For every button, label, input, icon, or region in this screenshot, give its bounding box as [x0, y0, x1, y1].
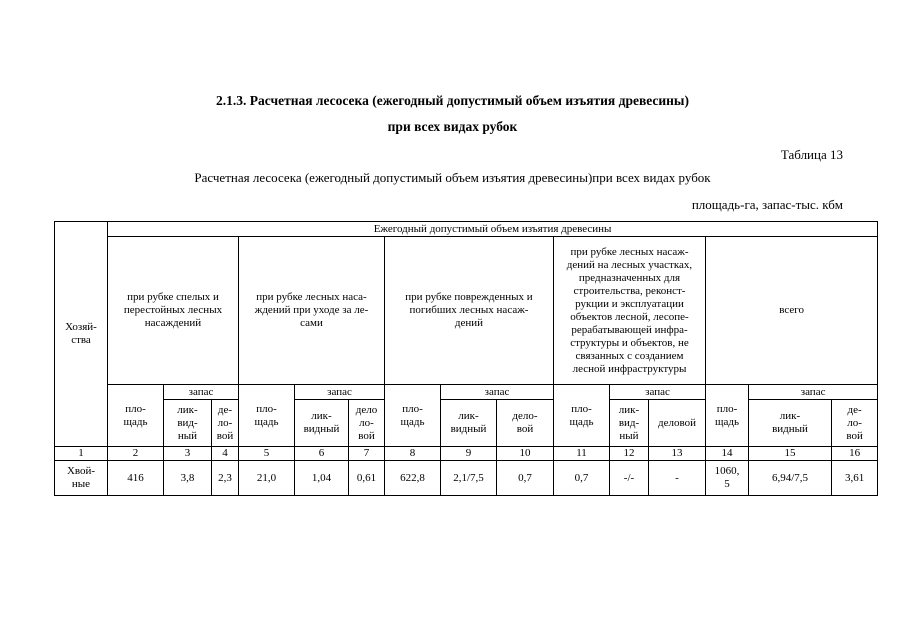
column-number: 8 — [385, 447, 441, 461]
column-number: 2 — [108, 447, 164, 461]
column-number: 5 — [239, 447, 295, 461]
column-number: 10 — [497, 447, 554, 461]
sub-header: пло- щадь — [385, 385, 441, 447]
zapas-header: запас — [610, 385, 706, 400]
category-header: при рубке лесных наса- ждений при уходе за ле- сами — [239, 237, 385, 385]
table-cell: 6,94/7,5 — [749, 461, 832, 496]
column-number: 14 — [706, 447, 749, 461]
logging-table — [54, 221, 878, 496]
column-number: 12 — [610, 447, 649, 461]
table-cell: - — [649, 461, 706, 496]
sub-header: дело- вой — [497, 400, 554, 447]
sub-header: пло- щадь — [108, 385, 164, 447]
sub-header: лик- вид- ный — [164, 400, 212, 447]
sub-header: деловой — [649, 400, 706, 447]
sub-header: дело ло- вой — [349, 400, 385, 447]
column-numbers-row — [55, 447, 878, 461]
column-number: 15 — [749, 447, 832, 461]
category-header: всего — [706, 237, 878, 385]
zapas-header: запас — [749, 385, 878, 400]
table-row — [55, 461, 878, 496]
table-cell: 3,61 — [832, 461, 878, 496]
sub-header: пло- щадь — [554, 385, 610, 447]
sub-header: лик- видный — [441, 400, 497, 447]
row-name: Хвой- ные — [55, 461, 108, 496]
table-caption: Расчетная лесосека (ежегодный допустимый объем изъятия древесины)при всех видах рубок — [194, 170, 711, 185]
column-number: 16 — [832, 447, 878, 461]
farm-header: Хозяй- ства — [55, 222, 108, 447]
table-cell: 622,8 — [385, 461, 441, 496]
sub-header: лик- видный — [295, 400, 349, 447]
column-number: 13 — [649, 447, 706, 461]
table-cell: 1060, 5 — [706, 461, 749, 496]
main-header: Ежегодный допустимый объем изъятия древесины — [108, 222, 878, 237]
units-note: площадь-га, запас-тыс. кбм — [691, 197, 843, 212]
column-number: 7 — [349, 447, 385, 461]
table-cell: 0,61 — [349, 461, 385, 496]
column-number: 1 — [55, 447, 108, 461]
sub-header: пло- щадь — [706, 385, 749, 447]
section-subheading: при всех видах рубок — [387, 119, 518, 134]
sub-header: лик- видный — [749, 400, 832, 447]
table-cell: -/- — [610, 461, 649, 496]
column-number: 6 — [295, 447, 349, 461]
zapas-header: запас — [441, 385, 554, 400]
table-cell: 2,1/7,5 — [441, 461, 497, 496]
sub-header: лик- вид- ный — [610, 400, 649, 447]
section-heading: 2.1.3. Расчетная лесосека (ежегодный допустимый объем изъятия древесины) — [216, 93, 689, 108]
table-cell: 0,7 — [554, 461, 610, 496]
sub-header: де- ло- вой — [212, 400, 239, 447]
sub-header: де- ло- вой — [832, 400, 878, 447]
zapas-header: запас — [164, 385, 239, 400]
zapas-header: запас — [295, 385, 385, 400]
column-number: 4 — [212, 447, 239, 461]
category-header: при рубке спелых и перестойных лесных насаждений — [108, 237, 239, 385]
column-number: 9 — [441, 447, 497, 461]
table-cell: 1,04 — [295, 461, 349, 496]
table-cell: 3,8 — [164, 461, 212, 496]
table-cell: 0,7 — [497, 461, 554, 496]
category-header: при рубке лесных насаж- дений на лесных участках, предназначенных для строительства, реконст- рукции и эксплуатации объектов лесной, лесопе- рерабатывающей инфра- структуры и объектов, не связанных с созданием лесной инфраструктуры — [554, 237, 706, 385]
table-cell: 2,3 — [212, 461, 239, 496]
category-header: при рубке поврежденных и погибших лесных насаж- дений — [385, 237, 554, 385]
column-number: 3 — [164, 447, 212, 461]
table-cell: 21,0 — [239, 461, 295, 496]
table-number: Таблица 13 — [780, 147, 843, 162]
sub-header: пло- щадь — [239, 385, 295, 447]
table-cell: 416 — [108, 461, 164, 496]
column-number: 11 — [554, 447, 610, 461]
